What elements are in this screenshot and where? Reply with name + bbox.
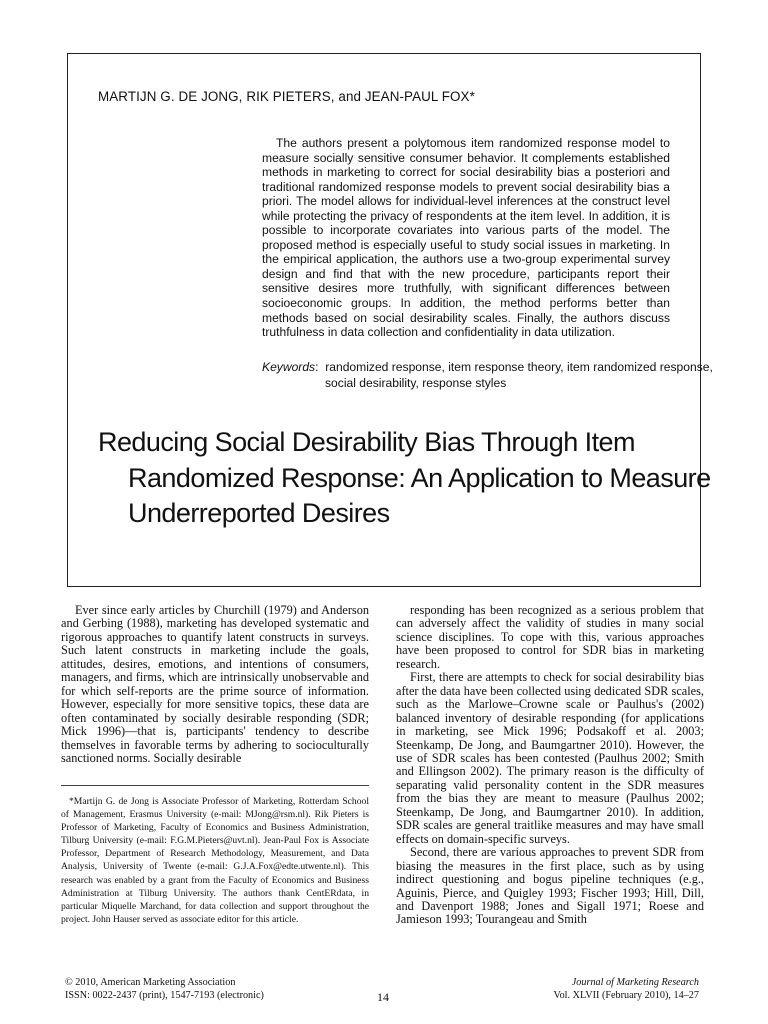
body-paragraph: responding has been recognized as a serious problem that can adversely affect the validity of studies in many social science disciplines. To cope with this, various approaches have been proposed to control for SDR bias in marketing research. [396, 603, 704, 671]
body-paragraph: First, there are attempts to check for social desirability bias after the data have been collected using dedicated SDR scales, such as the Marlowe–Crowne scale or Paulhus's (2002) balanced inventory of desirable responding (for applications in marketing, see Mick 1996; Podsakoff et al. 2003; Steenkamp, De Jong, and Baumgartner 2010). However, the use of SDR scales has been contested (Paulhus 2002; Smith and Ellingson 2002). The primary reason is the difficulty of separating valid personality content in the SDR measures from the bias they are meant to measure (Paulhus 2002; Steenkamp, De Jong, and Baumgartner 2010). In addition, SDR scales are general traitlike measures and may have small effects on domain-specific surveys. [396, 670, 704, 846]
abstract: The authors present a polytomous item randomized response model to measure socially sensitive consumer behavior. It complements established methods in marketing to correct for social desirability bias a posteriori and traditional randomized response models to prevent social desirability bias a priori. The model allows for individual-level inferences at the construct level while protecting the privacy of respondents at the item level. In addition, it is possible to incorporate covariates into various parts of the model. The proposed method is especially useful to study social issues in marketing. In the empirical application, the authors use a two-group experimental survey design and find that with the new procedure, participants report their sensitive desires more truthfully, with significant differences between socioeconomic groups. In addition, the method performs better than methods based on social desirability scales. Finally, the authors discuss truthfulness in data collection and confidentiality in data utilization. [262, 136, 670, 340]
footnote-divider [61, 785, 369, 786]
body-paragraph: Ever since early articles by Churchill (1979) and Anderson and Gerbing (1988), marketing has developed systematic and rigorous approaches to quantify latent constructs in surveys. Such latent constructs in marketing include the goals, attitudes, desires, emotions, and intentions of consumers, managers, and firms, which are intrinsically unobservable and for which self-reports are the prime source of information. However, especially for more sensitive topics, these data are often contaminated by socially desirable responding (SDR; Mick 1996)—that is, participants' tendency to describe themselves in favorable terms by adhering to socioculturally sanctioned norms. Socially desirable [61, 603, 369, 765]
keywords-label: Keywords [262, 360, 316, 374]
keywords [262, 360, 745, 391]
body-paragraph: Second, there are various approaches to prevent SDR from biasing the measures in the first place, such as by using indirect questioning and bogus pipeline techniques (e.g., Aguinis, Pierce, and Quigley 1993; Fischer 1993; Hill, Dill, and Davenport 1988; Jones and Sigall 1971; Roese and Jamieson 1993; Tourangeau and Smith [396, 845, 704, 927]
body-column-right [396, 604, 704, 927]
author-byline: MARTIJN G. DE JONG, RIK PIETERS, and JEAN-PAUL FOX* [98, 89, 475, 104]
keywords-separator: : [315, 360, 319, 374]
volume-line: Vol. XLVII (February 2010), 14–27 [553, 989, 699, 1001]
footer-journal-info [554, 977, 699, 1003]
issn-line: ISSN: 0022-2437 (print), 1547-7193 (electronic) [65, 989, 264, 1001]
article-title: Reducing Social Desirability Bias Through Item Randomized Response: An Application to Measure Underreported Desires [98, 427, 711, 528]
body-column-left [61, 604, 369, 765]
page-number: 14 [377, 990, 389, 1004]
journal-name: Journal of Marketing Research [571, 977, 699, 988]
author-footnote: *Martijn G. de Jong is Associate Professor of Marketing, Rotterdam School of Management, Erasmus University (e-mail: MJong@rsm.nl). Rik Pieters is Professor of Marketing, Faculty of Economics and Business Administration, Tilburg University (e-mail: F.G.M.Pieters@uvt.nl). Jean-Paul Fox is Associate Professor, Department of Research Methodology, Measurement, and Data Analysis, University of Twente (e-mail: G.J.A.Fox@edte.utwente.nl). This research was enabled by a grant from the Faculty of Economics and Business Administration at Tilburg University. The authors thank CentERdata, in particular Miquelle Marchand, for data collection and support throughout the project. John Hauser served as associate editor for this article. [61, 796, 369, 925]
footer-publisher-info [65, 977, 264, 1003]
keywords-text: randomized response, item response theory, item randomized response, social desirability, response styles [325, 360, 713, 390]
copyright-line: © 2010, American Marketing Association [65, 977, 236, 988]
